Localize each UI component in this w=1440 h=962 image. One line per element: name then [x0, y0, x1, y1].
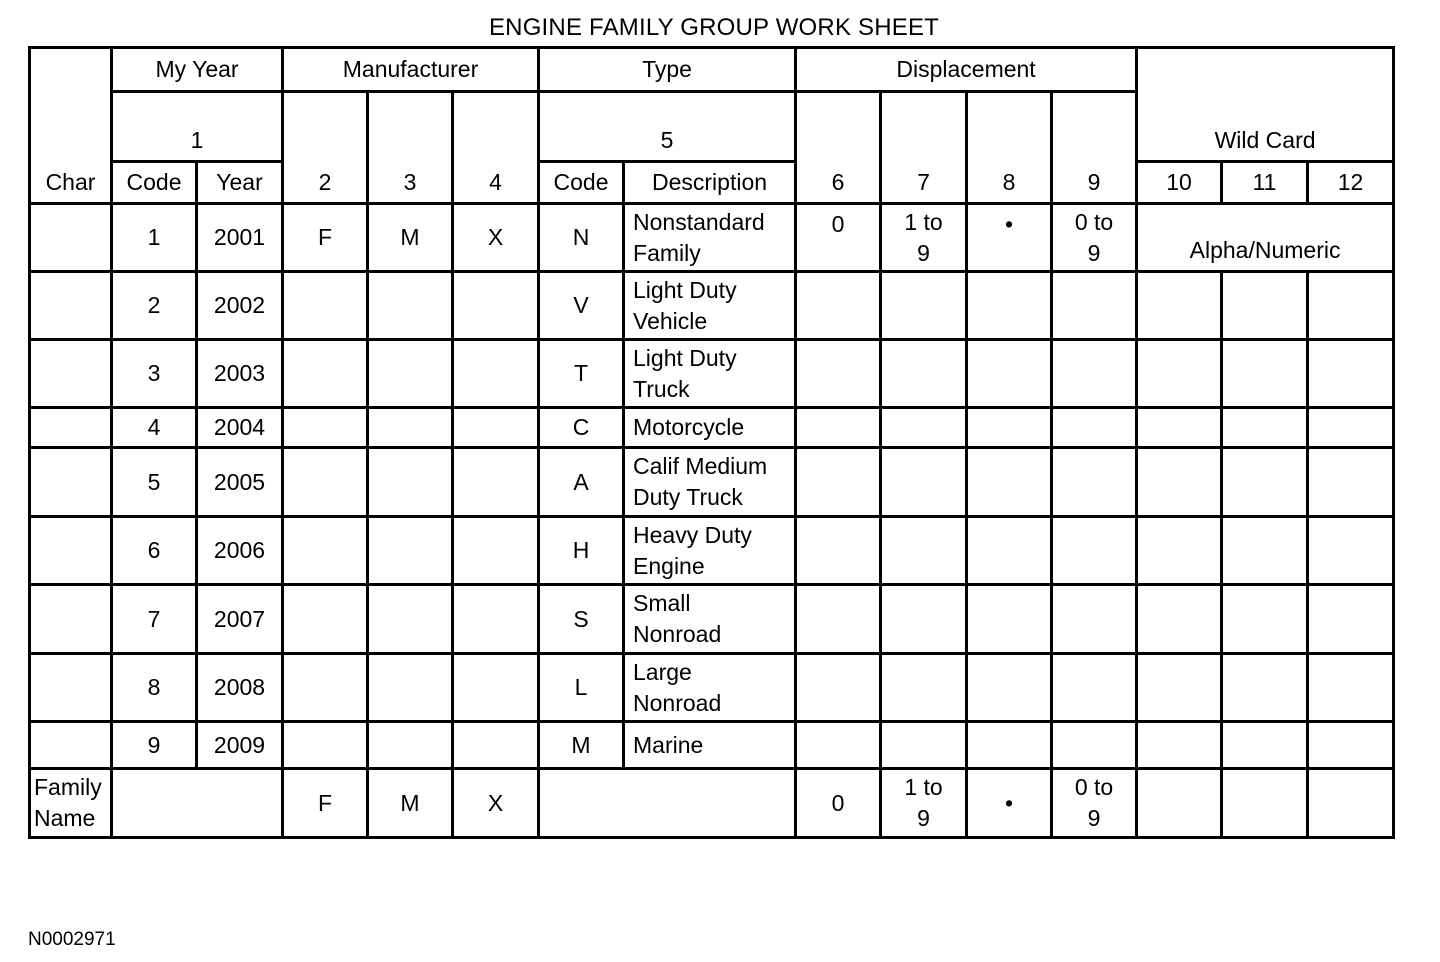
displacement-8-cell — [967, 408, 1052, 448]
displacement-7-cell — [881, 448, 967, 517]
displacement-9-line-2: 9 — [1087, 239, 1101, 266]
char-cell — [30, 340, 112, 408]
wild-card-10-cell — [1137, 585, 1222, 654]
displacement-8-cell — [967, 585, 1052, 654]
year-header: Year — [197, 162, 283, 204]
family-name-label-line-1: Family — [34, 774, 102, 800]
type-description-cell: Motorcycle — [624, 408, 796, 448]
description-line-2: Nonroad — [633, 689, 722, 716]
wild-card-header: Wild Card — [1137, 48, 1394, 162]
manufacturer-3-cell — [368, 585, 453, 654]
year-code-cell: 9 — [112, 722, 197, 769]
manufacturer-3-cell — [368, 340, 453, 408]
family-name-displacement-9-line-2: 9 — [1087, 805, 1101, 831]
description-header: Description — [624, 162, 796, 204]
type-code-cell: L — [539, 654, 624, 722]
displacement-8-cell — [967, 448, 1052, 517]
table-row — [30, 654, 1394, 722]
manufacturer-4-cell — [453, 272, 539, 340]
my-year-header: My Year — [112, 48, 283, 92]
year-cell: 2008 — [197, 654, 283, 722]
displacement-6-cell — [796, 517, 881, 585]
description-line-1: Light Duty — [633, 344, 737, 371]
displacement-7-cell — [881, 517, 967, 585]
year-code-cell: 5 — [112, 448, 197, 517]
year-code-cell: 4 — [112, 408, 197, 448]
type-description-cell — [624, 585, 796, 654]
family-name-displacement-9-line-1: 0 to — [1074, 774, 1114, 800]
displacement-8-cell — [967, 272, 1052, 340]
manufacturer-2-cell — [283, 340, 368, 408]
displacement-7-cell — [881, 585, 967, 654]
table-row — [30, 448, 1394, 517]
position-9: 9 — [1052, 92, 1137, 204]
description-line-1: Heavy Duty — [633, 521, 752, 548]
manufacturer-3-cell — [368, 722, 453, 769]
displacement-9-cell — [1052, 722, 1137, 769]
displacement-7-cell — [881, 272, 967, 340]
manufacturer-2-cell — [283, 722, 368, 769]
table-row — [30, 517, 1394, 585]
manufacturer-4-cell — [453, 722, 539, 769]
wild-card-11-cell — [1222, 654, 1308, 722]
manufacturer-header: Manufacturer — [283, 48, 539, 92]
year-code-cell: 2 — [112, 272, 197, 340]
displacement-9-cell — [1052, 585, 1137, 654]
position-7: 7 — [881, 92, 967, 204]
wild-card-cell: Alpha/Numeric — [1137, 204, 1394, 272]
wild-card-10-cell — [1137, 654, 1222, 722]
position-3: 3 — [368, 92, 453, 204]
header-row-groups — [30, 48, 1394, 92]
year-code-cell: 7 — [112, 585, 197, 654]
year-code-header: Code — [112, 162, 197, 204]
wild-card-12-cell — [1308, 340, 1394, 408]
year-cell: 2007 — [197, 585, 283, 654]
type-description-cell — [624, 517, 796, 585]
manufacturer-4-cell — [453, 448, 539, 517]
type-code-cell: H — [539, 517, 624, 585]
year-code-cell: 8 — [112, 654, 197, 722]
position-8: 8 — [967, 92, 1052, 204]
type-description-cell — [624, 272, 796, 340]
displacement-8-cell — [967, 722, 1052, 769]
description-line-2: Vehicle — [633, 307, 708, 334]
type-code-cell: N — [539, 204, 624, 272]
manufacturer-4-cell — [453, 408, 539, 448]
description-line-1: Small — [633, 590, 691, 616]
wild-card-12-cell — [1308, 448, 1394, 517]
manufacturer-4-cell — [453, 654, 539, 722]
position-6: 6 — [796, 92, 881, 204]
type-description-cell — [624, 448, 796, 517]
wild-card-11-cell — [1222, 585, 1308, 654]
displacement-8-cell — [967, 340, 1052, 408]
family-name-displacement-6: 0 — [796, 769, 881, 838]
table-row — [30, 204, 1394, 272]
displacement-9-cell — [1052, 517, 1137, 585]
displacement-8-cell — [967, 517, 1052, 585]
family-name-type-cell — [539, 769, 796, 838]
position-2: 2 — [283, 92, 368, 204]
manufacturer-2-cell — [283, 517, 368, 585]
family-name-displacement-7-line-2: 9 — [917, 805, 930, 831]
displacement-9-cell — [1052, 654, 1137, 722]
position-4: 4 — [453, 92, 539, 204]
wild-card-11-cell — [1222, 448, 1308, 517]
wild-card-11-cell — [1222, 408, 1308, 448]
wild-card-12-cell — [1308, 408, 1394, 448]
year-cell: 2009 — [197, 722, 283, 769]
family-name-displacement-9 — [1052, 769, 1137, 838]
year-cell: 2002 — [197, 272, 283, 340]
displacement-6-cell — [796, 272, 881, 340]
description-line-2: Duty Truck — [633, 484, 743, 510]
displacement-header: Displacement — [796, 48, 1137, 92]
manufacturer-3-cell: M — [368, 204, 453, 272]
manufacturer-3-cell — [368, 654, 453, 722]
char-cell — [30, 517, 112, 585]
displacement-6-cell: 0 — [796, 204, 881, 272]
engine-family-worksheet-table — [28, 46, 1395, 839]
displacement-6-cell — [796, 340, 881, 408]
table-row — [30, 408, 1394, 448]
displacement-9-cell — [1052, 340, 1137, 408]
year-cell: 2006 — [197, 517, 283, 585]
manufacturer-3-cell — [368, 448, 453, 517]
type-description-cell: Marine — [624, 722, 796, 769]
type-description-cell — [624, 204, 796, 272]
manufacturer-2-cell: F — [283, 204, 368, 272]
manufacturer-3-cell — [368, 408, 453, 448]
year-code-cell: 1 — [112, 204, 197, 272]
displacement-8-cell — [967, 654, 1052, 722]
type-description-cell — [624, 654, 796, 722]
char-cell — [30, 408, 112, 448]
manufacturer-2-cell — [283, 272, 368, 340]
displacement-9-cell — [1052, 204, 1137, 272]
description-line-1: Light Duty — [633, 276, 737, 303]
family-name-label-line-2: Name — [34, 805, 96, 831]
year-code-cell: 3 — [112, 340, 197, 408]
manufacturer-3-cell — [368, 517, 453, 585]
displacement-6-cell — [796, 585, 881, 654]
family-name-displacement-8: • — [967, 769, 1052, 838]
wild-card-11-cell — [1222, 722, 1308, 769]
displacement-7-cell — [881, 204, 967, 272]
displacement-6-cell — [796, 654, 881, 722]
description-line-2: Family — [633, 239, 701, 266]
wild-card-12-cell — [1308, 722, 1394, 769]
figure-code: N0002971 — [28, 929, 116, 950]
wild-card-10-cell — [1137, 408, 1222, 448]
wild-card-12-cell — [1308, 585, 1394, 654]
description-line-2: Nonroad — [633, 621, 722, 647]
description-line-1: Large — [633, 658, 692, 685]
description-line-1: Calif Medium — [633, 453, 768, 479]
type-code-cell: M — [539, 722, 624, 769]
wild-card-12-cell — [1308, 517, 1394, 585]
manufacturer-2-cell — [283, 448, 368, 517]
displacement-9-cell — [1052, 448, 1137, 517]
worksheet-title: ENGINE FAMILY GROUP WORK SHEET — [488, 14, 940, 41]
char-cell — [30, 585, 112, 654]
type-position: 5 — [539, 92, 796, 162]
manufacturer-4-cell — [453, 517, 539, 585]
displacement-7-cell — [881, 722, 967, 769]
displacement-7-cell — [881, 408, 967, 448]
type-code-cell: C — [539, 408, 624, 448]
char-cell — [30, 204, 112, 272]
displacement-7-line-1: 1 to — [904, 208, 943, 235]
char-cell — [30, 448, 112, 517]
description-line-2: Engine — [633, 552, 705, 579]
char-cell — [30, 722, 112, 769]
family-name-manufacturer-4: X — [453, 769, 539, 838]
family-name-wild-card-12 — [1308, 769, 1394, 838]
table-row — [30, 272, 1394, 340]
char-cell — [30, 654, 112, 722]
char-header: Char — [30, 48, 112, 204]
wild-card-10-cell — [1137, 448, 1222, 517]
displacement-6-cell — [796, 408, 881, 448]
year-code-cell: 6 — [112, 517, 197, 585]
table-row — [30, 722, 1394, 769]
family-name-wild-card-10 — [1137, 769, 1222, 838]
type-code-cell: S — [539, 585, 624, 654]
type-header: Type — [539, 48, 796, 92]
family-name-label — [30, 769, 112, 838]
displacement-9-cell — [1052, 408, 1137, 448]
wild-card-10-cell — [1137, 272, 1222, 340]
position-10: 10 — [1137, 162, 1222, 204]
family-name-manufacturer-2: F — [283, 769, 368, 838]
wild-card-10-cell — [1137, 722, 1222, 769]
manufacturer-4-cell — [453, 585, 539, 654]
wild-card-12-cell — [1308, 654, 1394, 722]
displacement-6-cell — [796, 448, 881, 517]
year-cell: 2005 — [197, 448, 283, 517]
description-line-2: Truck — [633, 375, 690, 402]
type-code-cell: A — [539, 448, 624, 517]
displacement-8-cell: • — [967, 204, 1052, 272]
year-cell: 2003 — [197, 340, 283, 408]
displacement-7-line-2: 9 — [917, 239, 930, 266]
table-row — [30, 340, 1394, 408]
displacement-9-cell — [1052, 272, 1137, 340]
table-row — [30, 585, 1394, 654]
family-name-year-cell — [112, 769, 283, 838]
family-name-row — [30, 769, 1394, 838]
char-cell — [30, 272, 112, 340]
manufacturer-4-cell: X — [453, 204, 539, 272]
displacement-6-cell — [796, 722, 881, 769]
type-code-cell: T — [539, 340, 624, 408]
displacement-9-line-1: 0 to — [1074, 208, 1114, 235]
wild-card-12-cell — [1308, 272, 1394, 340]
type-description-cell — [624, 340, 796, 408]
manufacturer-2-cell — [283, 654, 368, 722]
wild-card-11-cell — [1222, 340, 1308, 408]
wild-card-11-cell — [1222, 272, 1308, 340]
family-name-wild-card-11 — [1222, 769, 1308, 838]
header-row-columns — [30, 162, 1394, 204]
manufacturer-3-cell — [368, 272, 453, 340]
my-year-position: 1 — [112, 92, 283, 162]
family-name-manufacturer-3: M — [368, 769, 453, 838]
year-cell: 2004 — [197, 408, 283, 448]
displacement-7-cell — [881, 654, 967, 722]
position-11: 11 — [1222, 162, 1308, 204]
type-code-header: Code — [539, 162, 624, 204]
manufacturer-2-cell — [283, 408, 368, 448]
wild-card-10-cell — [1137, 340, 1222, 408]
family-name-displacement-7-line-1: 1 to — [904, 774, 943, 800]
displacement-7-cell — [881, 340, 967, 408]
wild-card-11-cell — [1222, 517, 1308, 585]
type-code-cell: V — [539, 272, 624, 340]
wild-card-10-cell — [1137, 517, 1222, 585]
position-12: 12 — [1308, 162, 1394, 204]
manufacturer-2-cell — [283, 585, 368, 654]
manufacturer-4-cell — [453, 340, 539, 408]
description-line-1: Nonstandard — [633, 208, 765, 235]
family-name-displacement-7 — [881, 769, 967, 838]
year-cell: 2001 — [197, 204, 283, 272]
